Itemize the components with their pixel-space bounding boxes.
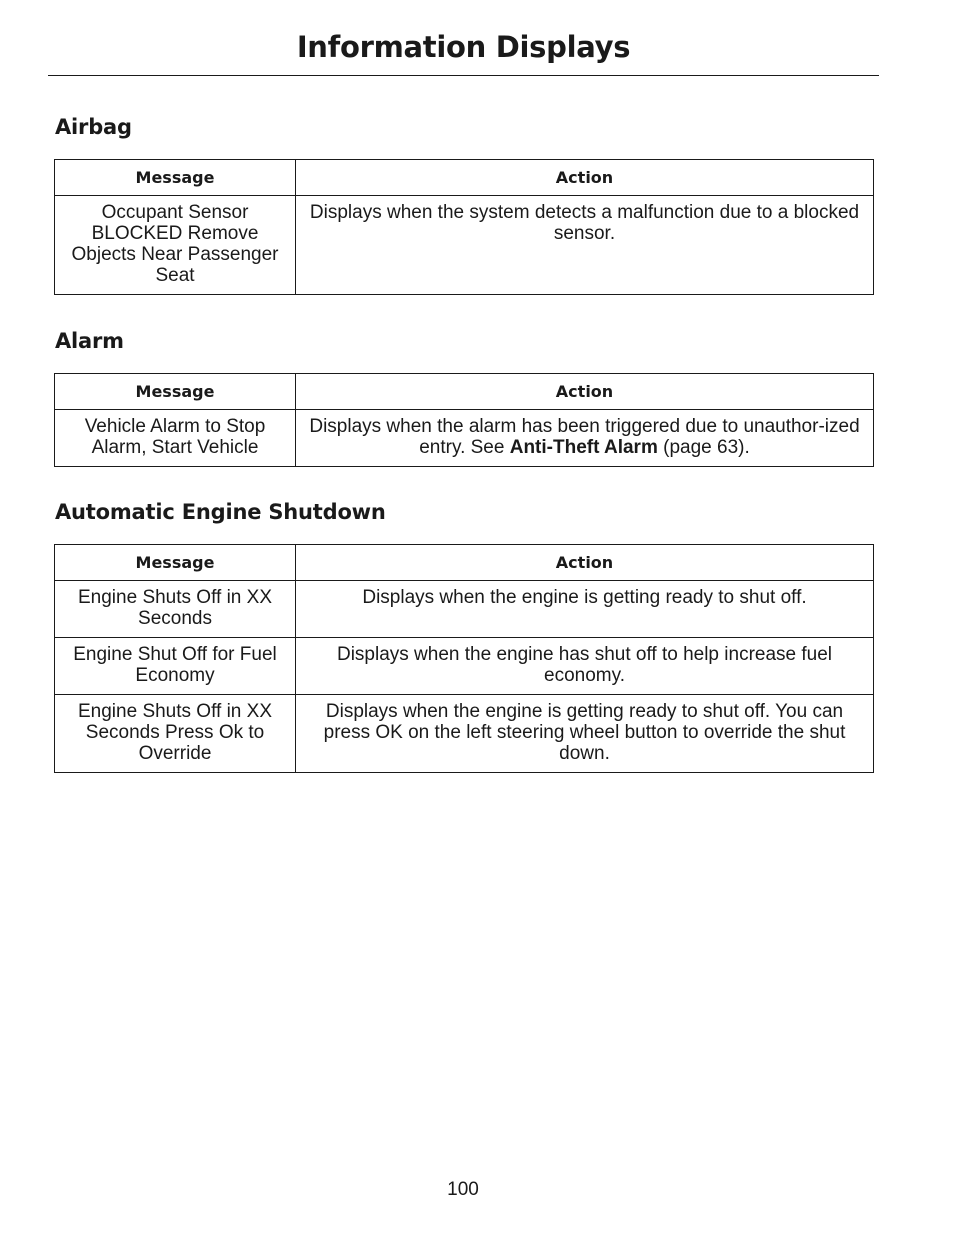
column-header-message: Message xyxy=(55,545,296,581)
action-cell: Displays when the system detects a malfunction due to a blocked sensor. xyxy=(296,196,874,295)
message-cell: Occupant Sensor BLOCKED Remove Objects Near Passenger Seat xyxy=(55,196,296,295)
page-number: 100 xyxy=(447,1179,479,1200)
column-header-message: Message xyxy=(55,374,296,410)
table-header-row xyxy=(55,160,874,196)
shutdown-table xyxy=(54,544,874,773)
message-cell: Engine Shut Off for Fuel Economy xyxy=(55,638,296,695)
table-row xyxy=(55,410,874,467)
alarm-table xyxy=(54,373,874,467)
message-cell: Vehicle Alarm to Stop Alarm, Start Vehicle xyxy=(55,410,296,467)
table-row xyxy=(55,581,874,638)
section-heading-automatic-engine-shutdown: Automatic Engine Shutdown xyxy=(55,500,386,524)
page-reference: (page 63). xyxy=(663,437,750,458)
section-heading-airbag: Airbag xyxy=(55,115,132,139)
column-header-message: Message xyxy=(55,160,296,196)
page-header xyxy=(48,28,879,76)
section-heading-alarm: Alarm xyxy=(55,329,124,353)
message-cell: Engine Shuts Off in XX Seconds xyxy=(55,581,296,638)
anti-theft-alarm-link[interactable]: Anti-Theft Alarm xyxy=(509,437,658,458)
action-text: Displays when the alarm has been triggered due to unauthor-ized entry. See xyxy=(309,416,860,458)
table-header-row xyxy=(55,374,874,410)
message-cell: Engine Shuts Off in XX Seconds Press Ok to Override xyxy=(55,695,296,773)
column-header-action: Action xyxy=(296,545,874,581)
airbag-table xyxy=(54,159,874,295)
action-cell xyxy=(296,410,874,467)
action-cell: Displays when the engine has shut off to help increase fuel economy. xyxy=(296,638,874,695)
column-header-action: Action xyxy=(296,374,874,410)
table-header-row xyxy=(55,545,874,581)
table-row xyxy=(55,695,874,773)
page-title: Information Displays xyxy=(296,30,631,64)
table-row xyxy=(55,196,874,295)
table-row xyxy=(55,638,874,695)
column-header-action: Action xyxy=(296,160,874,196)
action-cell: Displays when the engine is getting ready to shut off. You can press OK on the left steering wheel button to override the shut down. xyxy=(296,695,874,773)
action-cell: Displays when the engine is getting ready to shut off. xyxy=(296,581,874,638)
